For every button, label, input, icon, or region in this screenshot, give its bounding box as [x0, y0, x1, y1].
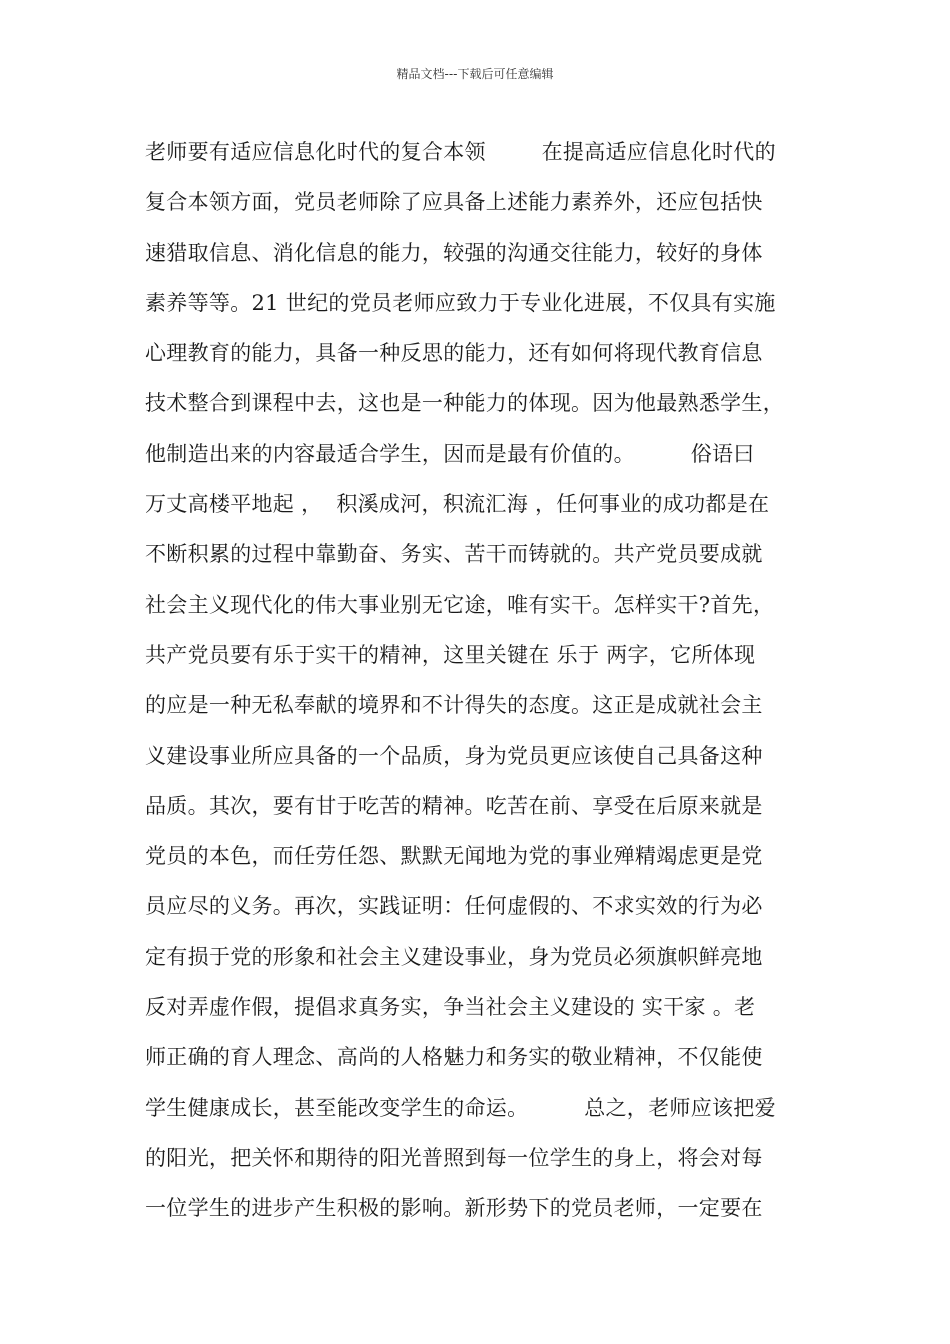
text-line: 技术整合到课程中去，这也是一种能力的体现。因为他最熟悉学生，	[145, 391, 784, 416]
text-line: 师正确的育人理念、高尚的人格魅力和务实的敬业精神，不仅能使	[145, 1045, 763, 1070]
text-line: 速猎取信息、消化信息的能力，较强的沟通交往能力，较好的身体	[145, 240, 763, 265]
text-line: 学生健康成长，甚至能改变学生的命运。 总之，老师应该把爱	[145, 1095, 776, 1120]
text-line: 不断积累的过程中靠勤奋、务实、苦干而铸就的。共产党员要成就	[145, 542, 763, 567]
text-line: 员应尽的义务。再次，实践证明：任何虚假的、不求实效的行为必	[145, 894, 763, 919]
text-line: 义建设事业所应具备的一个品质，身为党员更应该使自己具备这种	[145, 743, 763, 768]
text-line: 素养等等。21 世纪的党员老师应致力于专业化进展，不仅具有实施	[145, 290, 776, 315]
text-line: 反对弄虚作假，提倡求真务实，争当社会主义建设的 实干家 。老	[145, 995, 756, 1020]
text-line: 的阳光，把关怀和期待的阳光普照到每一位学生的身上，将会对每	[145, 1145, 763, 1170]
text-line: 老师要有适应信息化时代的复合本领 在提高适应信息化时代的	[145, 140, 776, 164]
text-line: 党员的本色，而任劳任怨、默默无闻地为党的事业殚精竭虑更是党	[145, 844, 763, 869]
text-line: 他制造出来的内容最适合学生，因而是最有价值的。 俗语曰	[145, 441, 755, 466]
text-line: 一位学生的进步产生积极的影响。新形势下的党员老师，一定要在	[145, 1196, 763, 1221]
text-line: 的应是一种无私奉献的境界和不计得失的态度。这正是成就社会主	[145, 693, 763, 718]
text-line: 共产党员要有乐于实干的精神，这里关键在 乐于 两字，它所体现	[145, 642, 756, 667]
text-line: 复合本领方面，党员老师除了应具备上述能力素养外，还应包括快	[145, 190, 763, 215]
text-line: 定有损于党的形象和社会主义建设事业，身为党员必须旗帜鲜亮地	[145, 944, 763, 969]
text-line: 社会主义现代化的伟大事业别无它途，唯有实干。怎样实干?首先，	[145, 592, 775, 617]
document-body	[145, 134, 835, 1241]
text-line: 心理教育的能力，具备一种反思的能力，还有如何将现代教育信息	[145, 341, 763, 366]
text-line: 万丈高楼平地起 ， 积溪成河，积流汇海 ，任何事业的成功都是在	[145, 492, 770, 517]
page-header: 精品文档---下载后可任意编辑	[396, 67, 554, 81]
text-line: 品质。其次，要有甘于吃苦的精神。吃苦在前、享受在后原来就是	[145, 793, 763, 818]
